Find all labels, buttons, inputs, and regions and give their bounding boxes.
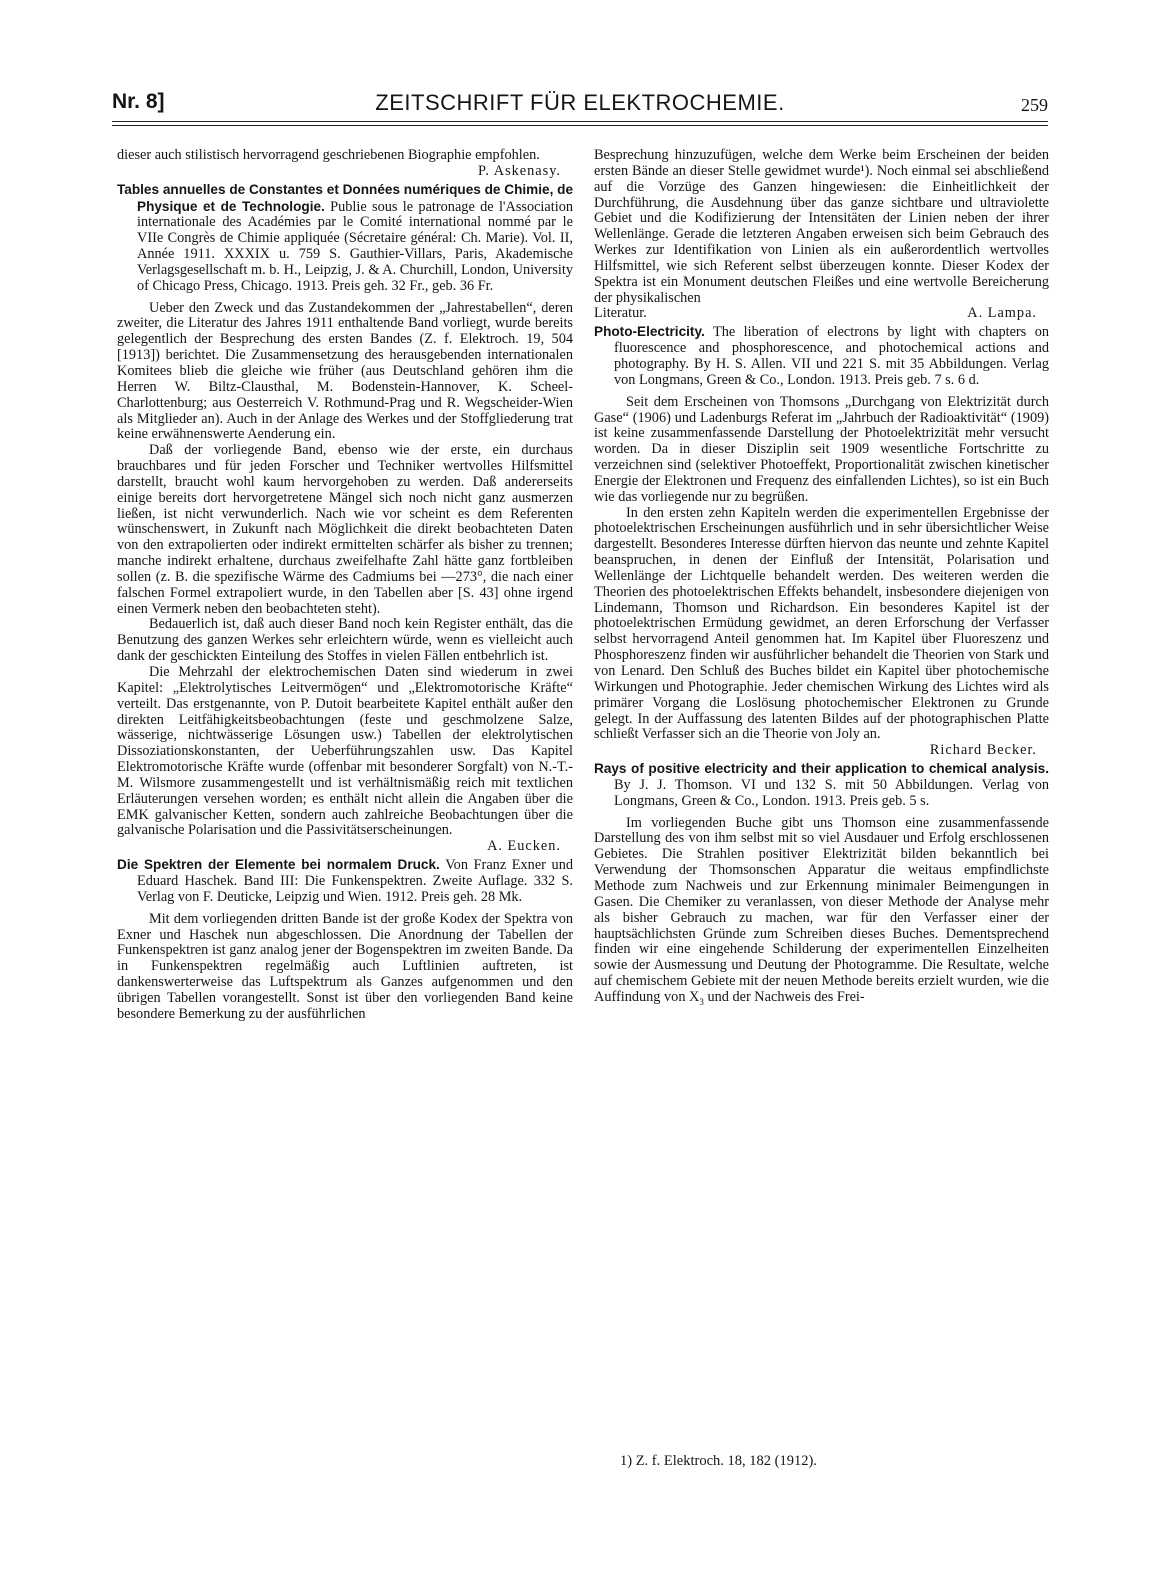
closing-word: Literatur. bbox=[594, 305, 647, 322]
book-entry bbox=[594, 761, 1049, 810]
reviewer-signature: A. Eucken. bbox=[487, 838, 561, 855]
reviewer-signature: A. Lampa. bbox=[967, 305, 1037, 322]
journal-title: ZEITSCHRIFT FÜR ELEKTROCHEMIE. bbox=[375, 90, 785, 115]
footnote: 1) Z. f. Elektroch. 18, 182 (1912). bbox=[620, 1453, 817, 1469]
book-title: Tables annuelles de Constantes et Données numériques de Chimie, de Physique et de Technologie. bbox=[117, 181, 574, 214]
review-paragraph: Mit dem vorliegenden dritten Bande ist der große Kodex der Spektra von Exner und Haschek nun abgeschlossen. Die Anordnung der Tabellen der Funkenspektren ist ganz analog jener der Bogenspektren im zweiten Bande. Da in Funkenspektren regelmäßig auch Luftlinien auftreten, ist dankenswerterweise das Luftspektrum als Ganzes aufgenommen und den übrigen Tabellen vorangestellt. Sonst ist über den vorliegenden Band keine besondere Bemerkung zu der ausführlichen bbox=[117, 910, 573, 1022]
right-column bbox=[594, 148, 1049, 1006]
reviewer-signature: Richard Becker. bbox=[929, 742, 1037, 759]
closing-line bbox=[594, 306, 1049, 322]
book-title: Photo-Electricity. bbox=[594, 324, 705, 340]
book-title: Rays of positive electricity and their application to chemical analysis. bbox=[594, 761, 1049, 777]
book-entry bbox=[594, 324, 1049, 388]
book-title: Die Spektren der Elemente bei normalem Druck. bbox=[117, 857, 440, 873]
review-paragraph: Daß der vorliegende Band, ebenso wie der erste, ein durchaus brauchbares und für jeden Forscher und Techniker wertvolles Hilfsmittel darstellt, braucht wohl kaum hervorgehoben zu werden. Daß andererseits einige bereits dort hervorgetretene Mängel sich noch nicht ganz ausmerzen ließen, ist nicht verwunderlich. Nach wie vor scheint es dem Referenten wünschenswert, in Zukunft nach Möglichkeit die direkt beobachteten Daten von den extrapolierten oder indirekt ermittelten schärfer als bisher zu trennen; manche indirekt erhaltene, durchaus zweifelhafte Zahl hätte ganz fortbleiben sollen (z. B. die spezifische Wärme des Cadmiums bei —273°, die nach einer falschen Formel extrapoliert wurde, in den Tabellen aber [S. 43] ohne irgend einen Vermerk neben den beobachteten steht). bbox=[117, 442, 573, 617]
review-paragraph: Im vorliegenden Buche gibt uns Thomson eine zusammenfassende Darstellung des von ihm selbst mit so viel Ausdauer und Erfolg erschlossenen Gebietes. Die Strahlen positiver Elektrizität bilden bekanntlich bei Verwendung der Thomsonschen Apparatur die weitaus empfindlichste Methode zum Nachweis und zur Erkennung minimaler Beimengungen in Gasen. Die Chemiker zu veranlassen, von dieser Methode der Analyse mehr als bisher Gebrauch zu machen, war für den Verfasser einer der hauptsächlichsten Gründe zum Schreiben dieses Buches. Dementsprechend finden wir eine eingehende Schilderung der experimentellen Einzelheiten sowie der Ausmessung und Deutung der Photogramme. Die Resultate, welche auf chemischem Gebiete mit der neuen Methode bereits erzielt wurden, wie die Auffindung von $X_3$ und der Nachweis des Frei- bbox=[594, 814, 1049, 1007]
book-entry bbox=[117, 857, 573, 906]
review-paragraph: In den ersten zehn Kapiteln werden die experimentellen Ergebnisse der photoelektrischen Erscheinungen ausführlich und in sehr übersichtlicher Weise dargestellt. Besonderes Interesse dürften hiervon das neunte und zehnte Kapitel beanspruchen, in denen der Einfluß der Intensität, Polarisation und Wellenlänge der Lichtquelle behandelt werden. Des weiteren werden die Theorien des photoelektrischen Effekts behandelt, insbesondere diejenigen von Lindemann, Thomson und Richardson. Ein besonderes Kapitel ist der photoelektrischen Ermüdung gewidmet, an deren Erforschung der Verfasser selbst hervorragend Anteil genommen hat. Im Kapitel über Fluoreszenz und Phosphoreszenz finden wir ausführlicher behandelt die Theorien von Stark und von Lenard. Den Schluß des Buches bildet ein Kapitel über photochemische Wirkungen und Photographie. Jeder chemischen Wirkung des Lichtes wird als primärer Vorgang die Loslösung photochemischer Elektronen zu Grunde gelegt. In der Auffassung des latenten Bildes auf der photographischen Platte schließt Verfasser sich an die Theorie von Joly an. bbox=[594, 504, 1049, 743]
header-rule-bottom bbox=[112, 125, 1048, 126]
page-number: 259 bbox=[1021, 95, 1048, 115]
continued-text: Besprechung hinzuzufügen, welche dem Werke beim Erscheinen der beiden ersten Bände an dieser Stelle gewidmet wurde¹). Noch einmal sei abschließend auf die Vorzüge des Ganzen hingewiesen: die Einheitlichkeit der Durchführung, die Ausdehnung über das ganze sichtbare und ultraviolette Gebiet und die Kodifizierung der Intensitäten der Linien neben der ihrer Wellenlänge. Gerade die letzteren Angaben erweisen sich beim Gebrauch des Werkes zur Identifikation von Linien als ein außerordentlich wertvolles Hilfsmittel, wie sich Referent selbst überzeugen konnte. Dieser Kodex der Spektra ist ein Monument deutschen Fleißes und eine wertvolle Bereicherung der physikalischen bbox=[594, 147, 1049, 306]
review-paragraph: Die Mehrzahl der elektrochemischen Daten sind wiederum in zwei Kapitel: „Elektrolytisches Leitvermögen“ und „Elektromotorische Kräfte“ verteilt. Das erstgenannte, von P. Dutoit bearbeitete Kapitel enthält außer den direkten Leitfähigkeitsbeobachtungen (feste und geschmolzene Salze, wässerige, nichtwässerige Lösungen usw.) Tabellen der elektrolytischen Dissoziationskonstanten, der Ueberführungszahlen usw. Das Kapitel Elektromotorische Kräfte wurde (offenbar mit besonderer Sorgfalt) von N.-T.-M. Wilsmore zusammengestellt und ist verhältnismäßig reich mit textlichen Erläuterungen versehen worden; es enthält nicht allein die Angaben über die EMK galvanischer Ketten, sondern auch zahlreiche Beobachtungen über die galvanische Polarisation und die Passivitätserscheinungen. bbox=[117, 664, 573, 839]
reviewer-signature: P. Askenasy. bbox=[478, 162, 561, 179]
continued-text: dieser auch stilistisch hervorragend geschriebenen Biographie empfohlen. bbox=[117, 147, 540, 163]
review-paragraph: Ueber den Zweck und das Zustandekommen der „Jahrestabellen“, deren zweiter, die Literatur des Jahres 1911 enthaltende Band vorliegt, wurde bereits gelegentlich der Besprechung des ersten Bandes (Z. f. Elektroch. 19, 504 [1913]) berichtet. Die Zusammensetzung des herausgebenden internationalen Komitees blieb die gleiche wie früher (aus Deutschland gehören ihm die Herren W. Biltz-Clausthal, M. Bodenstein-Hannover, K. Scheel-Charlottenburg; aus Oesterreich V. Rothmund-Prag und R. Wegscheider-Wien als Mitglieder an). Auch in der Anlage des Werkes und der Stoffgliederung trat keine erwähnenswerte Aenderung ein. bbox=[117, 299, 573, 443]
book-entry bbox=[117, 182, 573, 295]
left-column bbox=[117, 148, 573, 1023]
book-details: By J. J. Thomson. VI und 132 S. mit 50 Abbildungen. Verlag von Longmans, Green & Co., London. 1913. Preis geb. 5 s. bbox=[614, 776, 1049, 809]
header-rule-top bbox=[112, 121, 1048, 122]
book-details: Publie sous le patronage de l'Association internationale des Académies par le Comité international nommé par le VIIe Congrès de Chimie appliquée (Sécretaire général: Ch. Marie). Vol. II, Année 1911. XXXIX u. 759 S. Gauthier-Villars, Paris, Akademische Verlagsgesellschaft m. b. H., Leipzig, J. & A. Churchill, London, University of Chicago Press, Chicago. 1913. Preis geh. 32 Fr., geb. 36 Fr. bbox=[137, 198, 573, 294]
review-paragraph: Seit dem Erscheinen von Thomsons „Durchgang von Elektrizität durch Gase“ (1906) und Ladenburgs Referat im „Jahrbuch der Radioaktivität“ (1909) ist keine zusammenfassende Darstellung der Photoelektrizität mehr versucht worden. Da in dieser Disziplin seit 1909 wesentliche Fortschritte zu verzeichnen sind (selektiver Photoeffekt, Proportionalität zwischen kinetischer Energie der Elektronen und Frequenz des einfallenden Lichtes), so ist ein Buch wie das vorliegende nur zu begrüßen. bbox=[594, 393, 1049, 505]
book-details: Von Franz Exner und Eduard Haschek. Band III: Die Funkenspektren. Zweite Auflage. 332 S. Verlag von F. Deuticke, Leipzig und Wien. 1912. Preis geh. 28 Mk. bbox=[137, 857, 573, 905]
book-details: The liberation of electrons by light with chapters on fluorescence and phosphorescence, and photochemical actions and photography. By H. S. Allen. VII und 221 S. mit 35 Abbildungen. Verlag von Longmans, Green & Co., London. 1913. Preis geb. 7 s. 6 d. bbox=[614, 324, 1049, 388]
issue-number: Nr. 8] bbox=[112, 90, 165, 113]
page-header bbox=[112, 86, 1048, 120]
review-paragraph: Bedauerlich ist, daß auch dieser Band noch kein Register enthält, das die Benutzung des ganzen Werkes sehr erleichtern würde, wenn es vielleicht auch dank der geschickten Einteilung des Stoffes in vielen Fällen entbehrlich ist. bbox=[117, 616, 573, 665]
